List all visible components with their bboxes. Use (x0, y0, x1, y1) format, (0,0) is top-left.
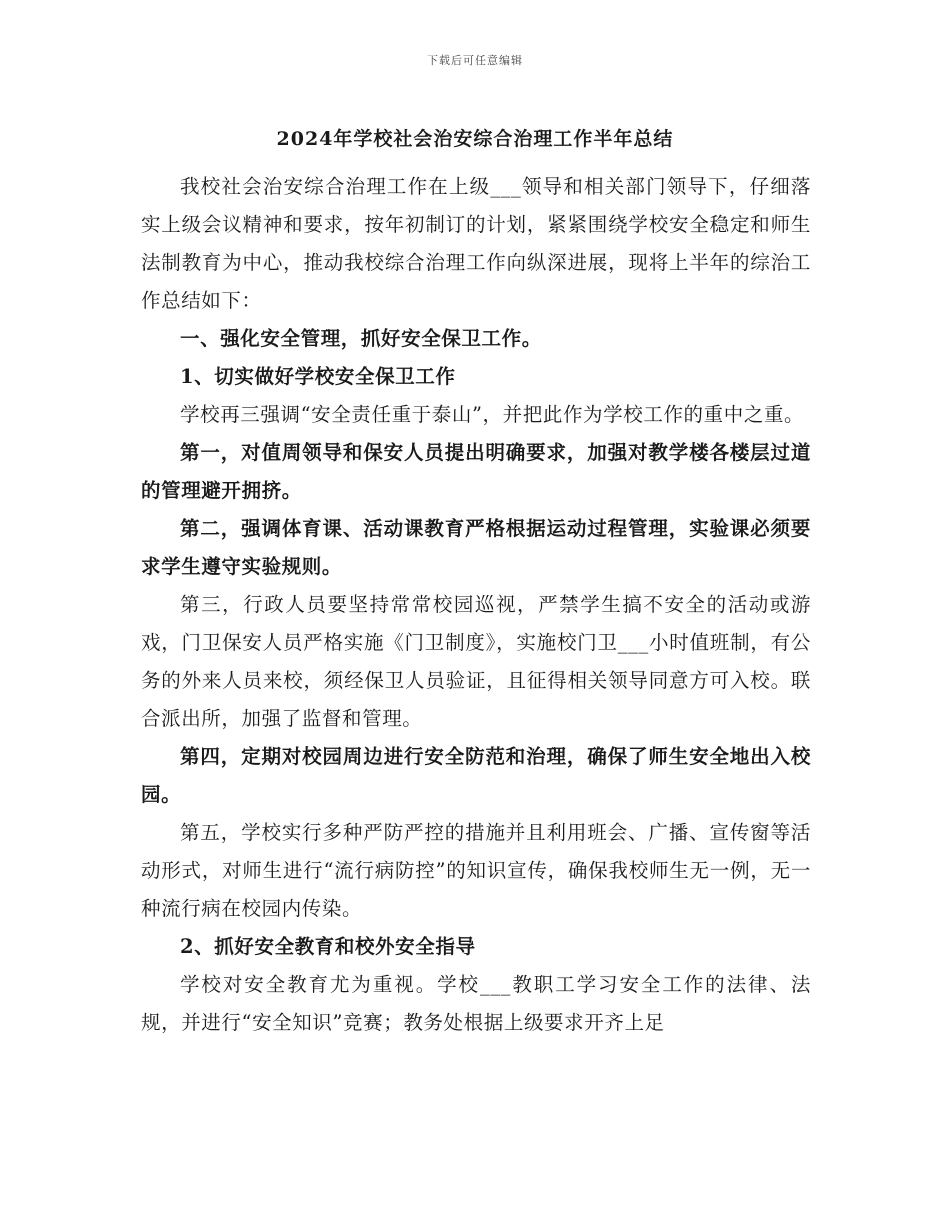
point-fourth-paragraph: 第四，定期对校园周边进行安全防范和治理，确保了师生安全地出入校园。 (141, 745, 811, 806)
page-header: 下载后可任意编辑 (427, 54, 523, 67)
point-first-paragraph: 第一，对值周领导和保安人员提出明确要求，加强对教学楼各楼层过道的管理避开拥挤。 (141, 441, 811, 502)
document-body (141, 168, 811, 1042)
document-title: 2024年学校社会治安综合治理工作半年总结 (276, 128, 674, 150)
subsection-heading-2: 2、抓好安全教育和校外安全指导 (180, 935, 476, 958)
body-paragraph: 学校再三强调“安全责任重于泰山”，并把此作为学校工作的重中之重。 (180, 403, 805, 426)
point-second-paragraph: 第二，强调体育课、活动课教育严格根据运动过程管理，实验课必须要求学生遵守实验规则。 (141, 517, 811, 578)
section-heading-1: 一、强化安全管理，抓好安全保卫工作。 (180, 327, 542, 350)
point-third-paragraph: 第三，行政人员要坚持常常校园巡视，严禁学生搞不安全的活动或游戏，门卫保安人员严格实施《门卫制度》，实施校门卫___小时值班制，有公务的外来人员来校，须经保卫人员验证，且征得相关领导同意方可入校。联合派出所，加强了监督和管理。 (141, 593, 811, 730)
subsection-heading-1: 1、切实做好学校安全保卫工作 (180, 365, 456, 388)
intro-paragraph: 我校社会治安综合治理工作在上级___领导和相关部门领导下，仔细落实上级会议精神和要求，按年初制订的计划，紧紧围绕学校安全稳定和师生法制教育为中心，推动我校综合治理工作向纵深进展，现将上半年的综治工作总结如下： (141, 175, 811, 312)
body-paragraph: 学校对安全教育尤为重视。学校___教职工学习安全工作的法律、法规，并进行“安全知识”竞赛；教务处根据上级要求开齐上足 (141, 973, 811, 1034)
point-fifth-paragraph: 第五，学校实行多种严防严控的措施并且利用班会、广播、宣传窗等活动形式，对师生进行“流行病防控”的知识宣传，确保我校师生无一例，无一种流行病在校园内传染。 (141, 821, 811, 920)
